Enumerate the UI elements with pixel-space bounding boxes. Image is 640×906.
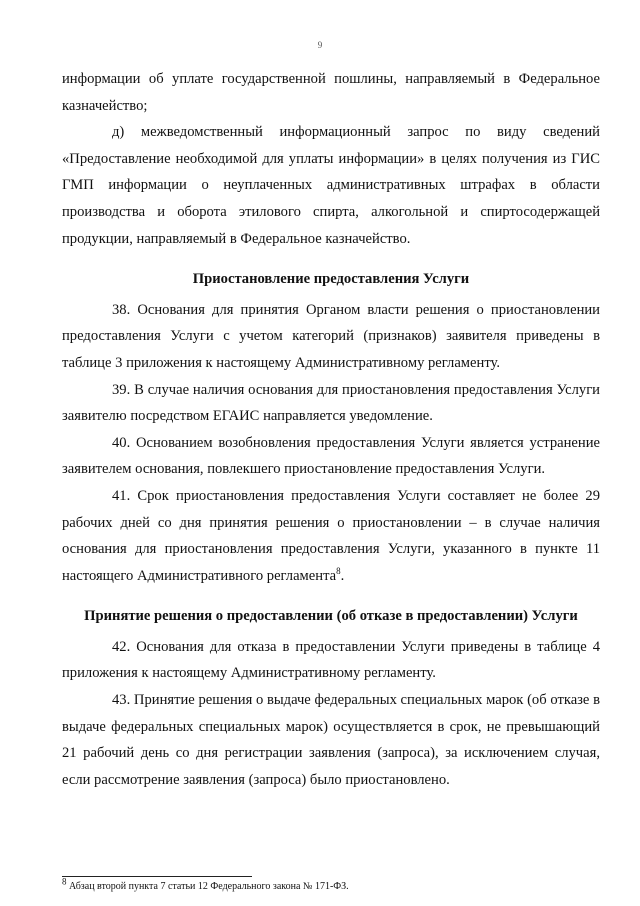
paragraph-41-end: . [340, 567, 345, 584]
paragraph-39: 39. В случае наличия основания для приостановления предоставления Услуги заявителю посредством ЕГАИС направляется уведомление. [62, 381, 600, 425]
section-heading-decision: Принятие решения о предоставлении (об отказе в предоставлении) Услуги [84, 608, 578, 625]
section-heading-suspension: Приостановление предоставления Услуги [192, 271, 470, 288]
paragraph-40: 40. Основанием возобновления предоставления Услуги является устранение заявителем основания, повлекшего приостановление предоставления Услуги. [62, 434, 600, 478]
document-body [62, 66, 600, 793]
footnote-text: Абзац второй пункта 7 статьи 12 Федерального закона № 171-ФЗ. [66, 881, 349, 892]
paragraph-continuation: информации об уплате государственной пошлины, направляемый в Федеральное казначейство; [62, 71, 600, 114]
footnote-marker: 8 [62, 876, 67, 887]
paragraph-38: 38. Основания для принятия Органом власти решения о приостановлении предоставления Услуги с учетом категорий (признаков) заявителя приведены в таблице 3 приложения к настоящему Административному регламенту. [62, 301, 600, 371]
paragraph-item-d: д) межведомственный информационный запрос по виду сведений «Предоставление необходимой для уплаты информации» в целях получения из ГИС ГМП информации о неуплаченных административных штрафах в области производства и оборота этилового спирта, алкогольной и спиртосодержащей продукции, направляемый в Федеральное казначейство. [62, 124, 600, 247]
paragraph-41 [62, 483, 600, 589]
page-number: 9 [317, 40, 323, 50]
footnote-divider [62, 876, 252, 877]
paragraph-43: 43. Принятие решения о выдаче федеральных специальных марок (об отказе в выдаче федеральных специальных марок) осуществляется в срок, не превышающий 21 рабочий день со дня регистрации заявления (запроса), за исключением случая, если рассмотрение заявления (запроса) было приостановлено. [62, 692, 600, 788]
footnote [62, 876, 600, 894]
paragraph-41-text: 41. Срок приостановления предоставления Услуги составляет не более 29 рабочих дней со дня принятия решения о приостановлении – в случае наличия основания для приостановления предоставления Услуги, указанного в пункте 11 настоящего Административного регламента [62, 487, 600, 584]
footnote-reference: 8 [336, 565, 341, 576]
paragraph-42: 42. Основания для отказа в предоставлении Услуги приведены в таблице 4 приложения к настоящему Административному регламенту. [62, 638, 600, 682]
